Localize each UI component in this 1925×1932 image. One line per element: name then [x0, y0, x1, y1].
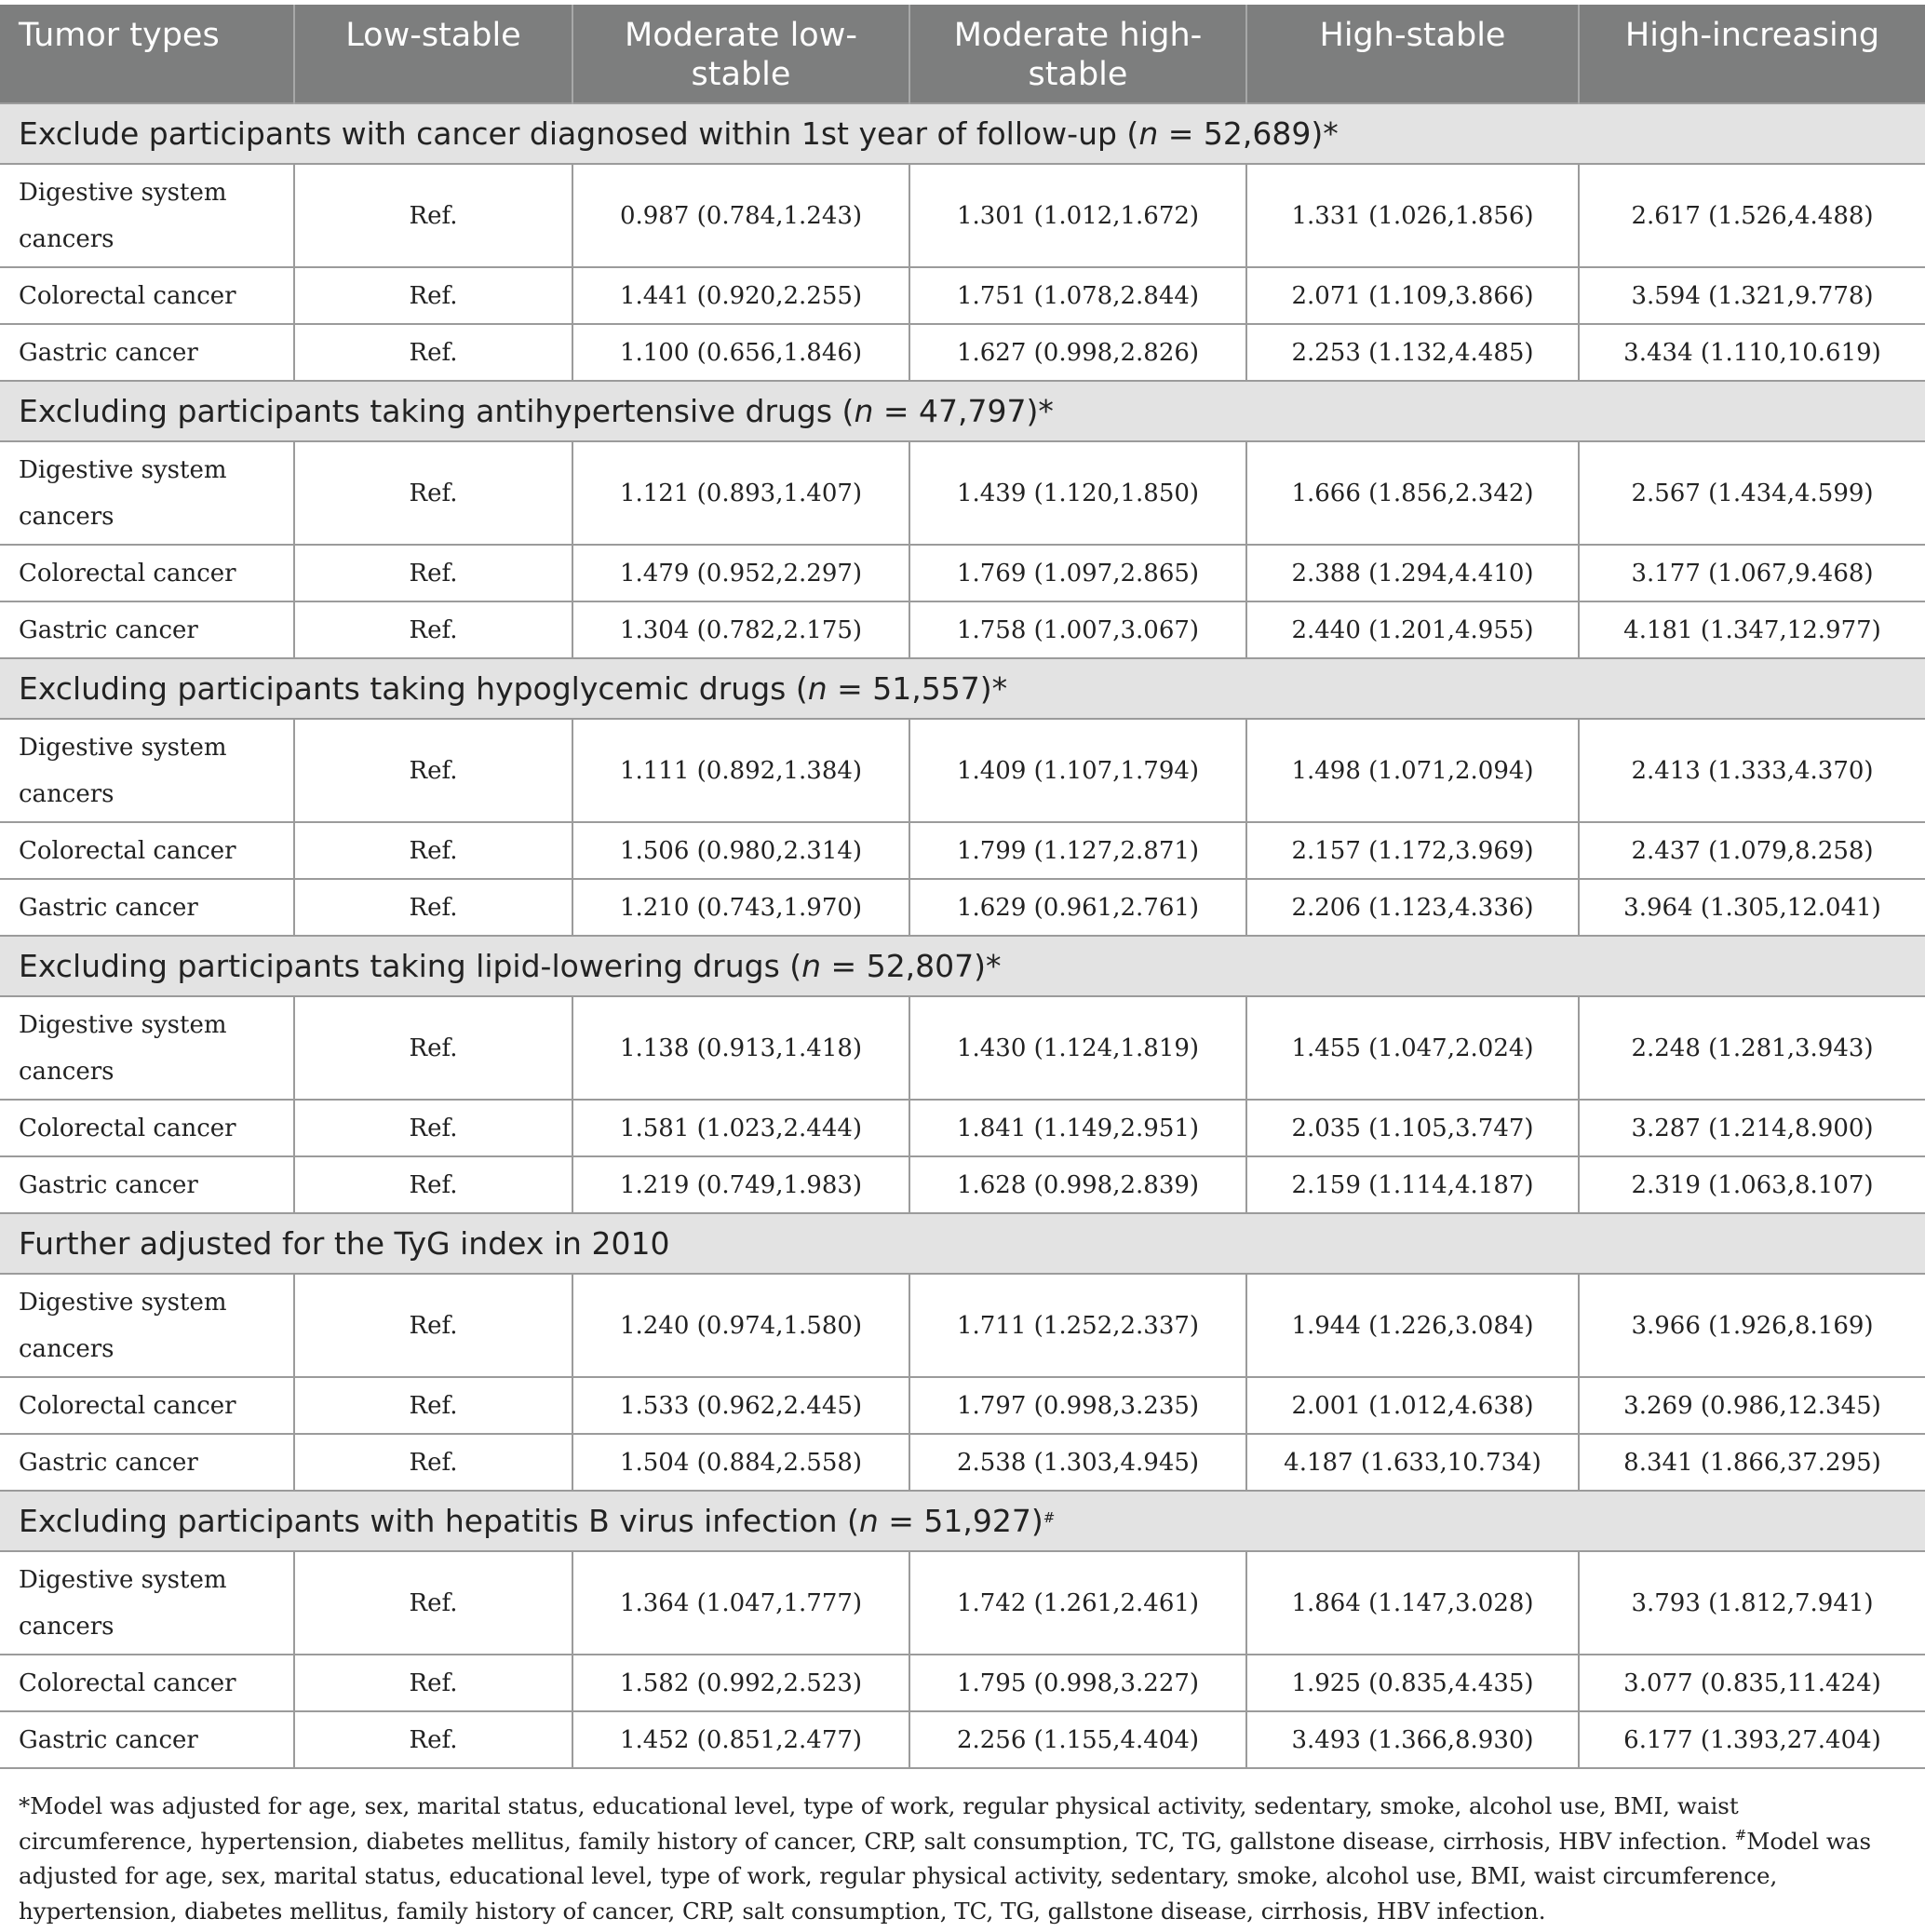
tumor-type-cell: Colorectal cancer — [0, 267, 294, 324]
section-header-row — [0, 1491, 1925, 1551]
hazard-ratio-cell: Ref. — [294, 1377, 572, 1434]
section-header-row — [0, 658, 1925, 719]
tumor-type-cell: Gastric cancer — [0, 324, 294, 381]
hazard-ratio-cell: 3.594 (1.321,9.778) — [1579, 267, 1925, 324]
tumor-type-cell: Gastric cancer — [0, 1434, 294, 1491]
hazard-ratio-cell: Ref. — [294, 1711, 572, 1768]
tumor-type-cell: Colorectal cancer — [0, 1100, 294, 1156]
section-title-pre: Excluding participants taking hypoglycemic drugs ( — [19, 670, 808, 707]
hazard-ratio-cell: 1.533 (0.962,2.445) — [572, 1377, 909, 1434]
hazard-ratio-cell: 1.121 (0.893,1.407) — [572, 441, 909, 545]
hazard-ratio-cell: 2.035 (1.105,3.747) — [1246, 1100, 1579, 1156]
table-body — [0, 103, 1925, 1768]
tumor-type-cell: Gastric cancer — [0, 1156, 294, 1213]
hazard-ratio-cell: 1.301 (1.012,1.672) — [909, 164, 1246, 267]
hazard-ratio-cell: 1.479 (0.952,2.297) — [572, 545, 909, 601]
hazard-ratio-cell: 6.177 (1.393,27.404) — [1579, 1711, 1925, 1768]
hazard-ratio-cell: 1.797 (0.998,3.235) — [909, 1377, 1246, 1434]
hazard-ratio-cell: 1.628 (0.998,2.839) — [909, 1156, 1246, 1213]
hazard-ratio-cell: 8.341 (1.866,37.295) — [1579, 1434, 1925, 1491]
hazard-ratio-cell: 4.187 (1.633,10.734) — [1246, 1434, 1579, 1491]
hazard-ratio-cell: Ref. — [294, 879, 572, 936]
section-title-pre: Excluding participants taking antihypertensive drugs ( — [19, 393, 855, 429]
section-header-row — [0, 936, 1925, 996]
hazard-ratio-cell: 1.138 (0.913,1.418) — [572, 996, 909, 1100]
col-header-moderate-high-stable: Moderate high-stable — [909, 5, 1246, 103]
hazard-ratio-cell: Ref. — [294, 164, 572, 267]
section-title-n: n — [801, 948, 822, 984]
hazard-ratio-cell: 3.793 (1.812,7.941) — [1579, 1551, 1925, 1655]
hazard-ratio-cell: 3.493 (1.366,8.930) — [1246, 1711, 1579, 1768]
hazard-ratio-cell: 2.071 (1.109,3.866) — [1246, 267, 1579, 324]
tumor-type-cell: Digestive system cancers — [0, 1274, 294, 1377]
hazard-ratio-cell: 1.841 (1.149,2.951) — [909, 1100, 1246, 1156]
hazard-ratio-cell: 2.388 (1.294,4.410) — [1246, 545, 1579, 601]
hazard-ratio-cell: 1.581 (1.023,2.444) — [572, 1100, 909, 1156]
hazard-ratio-cell: 2.157 (1.172,3.969) — [1246, 822, 1579, 879]
hazard-ratio-cell: 1.452 (0.851,2.477) — [572, 1711, 909, 1768]
tumor-type-cell: Digestive system cancers — [0, 441, 294, 545]
hazard-ratio-cell: 2.567 (1.434,4.599) — [1579, 441, 1925, 545]
hazard-ratio-cell: 1.582 (0.992,2.523) — [572, 1655, 909, 1711]
tumor-type-cell: Digestive system cancers — [0, 996, 294, 1100]
section-title-pre: Excluding participants taking lipid-lowering drugs ( — [19, 948, 802, 984]
table-row-digestive-system-cancers — [0, 719, 1925, 822]
hazard-ratio-cell: 1.219 (0.749,1.983) — [572, 1156, 909, 1213]
tumor-type-cell: Gastric cancer — [0, 601, 294, 658]
hazard-ratio-cell: Ref. — [294, 1551, 572, 1655]
hazard-ratio-cell: Ref. — [294, 601, 572, 658]
table-row-colorectal-cancer — [0, 1655, 1925, 1711]
table-row-gastric-cancer — [0, 324, 1925, 381]
hazard-ratio-cell: Ref. — [294, 1100, 572, 1156]
hazard-ratio-cell: 3.287 (1.214,8.900) — [1579, 1100, 1925, 1156]
hazard-ratio-cell: 1.331 (1.026,1.856) — [1246, 164, 1579, 267]
hazard-ratio-cell: 1.506 (0.980,2.314) — [572, 822, 909, 879]
hazard-ratio-cell: 3.269 (0.986,12.345) — [1579, 1377, 1925, 1434]
table-row-gastric-cancer — [0, 1434, 1925, 1491]
table-row-gastric-cancer — [0, 879, 1925, 936]
tumor-type-cell: Digestive system cancers — [0, 719, 294, 822]
section-title — [0, 1491, 1925, 1551]
section-header-row — [0, 1213, 1925, 1274]
hazard-ratio-cell: 1.711 (1.252,2.337) — [909, 1274, 1246, 1377]
table-row-colorectal-cancer — [0, 1100, 1925, 1156]
hazard-ratio-cell: 1.627 (0.998,2.826) — [909, 324, 1246, 381]
hazard-ratio-cell: 1.439 (1.120,1.850) — [909, 441, 1246, 545]
hazard-ratio-cell: 3.964 (1.305,12.041) — [1579, 879, 1925, 936]
tumor-type-cell: Gastric cancer — [0, 1711, 294, 1768]
hazard-ratio-cell: 1.925 (0.835,4.435) — [1246, 1655, 1579, 1711]
hazard-ratio-cell: 1.409 (1.107,1.794) — [909, 719, 1246, 822]
section-title-pre: Excluding participants with hepatitis B virus infection ( — [19, 1503, 859, 1539]
sensitivity-analysis-table — [0, 5, 1925, 1769]
hazard-ratio-cell: Ref. — [294, 441, 572, 545]
tumor-type-cell: Colorectal cancer — [0, 1377, 294, 1434]
col-header-high-increasing: High-increasing — [1579, 5, 1925, 103]
section-title — [0, 1213, 1925, 1274]
hazard-ratio-cell: Ref. — [294, 1655, 572, 1711]
hazard-ratio-cell: 1.430 (1.124,1.819) — [909, 996, 1246, 1100]
hazard-ratio-cell: 1.751 (1.078,2.844) — [909, 267, 1246, 324]
hazard-ratio-cell: Ref. — [294, 267, 572, 324]
section-title-post: = 47,797)* — [873, 393, 1054, 429]
hazard-ratio-cell: 3.966 (1.926,8.169) — [1579, 1274, 1925, 1377]
hazard-ratio-cell: 0.987 (0.784,1.243) — [572, 164, 909, 267]
hazard-ratio-cell: 1.441 (0.920,2.255) — [572, 267, 909, 324]
col-header-moderate-low-stable: Moderate low-stable — [572, 5, 909, 103]
table-row-gastric-cancer — [0, 1156, 1925, 1213]
hazard-ratio-cell: 4.181 (1.347,12.977) — [1579, 601, 1925, 658]
hazard-ratio-cell: 3.434 (1.110,10.619) — [1579, 324, 1925, 381]
hazard-ratio-cell: 2.248 (1.281,3.943) — [1579, 996, 1925, 1100]
table-row-digestive-system-cancers — [0, 164, 1925, 267]
hazard-ratio-cell: 1.240 (0.974,1.580) — [572, 1274, 909, 1377]
hazard-ratio-cell: 2.159 (1.114,4.187) — [1246, 1156, 1579, 1213]
section-title-sup: # — [1043, 1509, 1056, 1526]
section-header-row — [0, 381, 1925, 441]
table-row-colorectal-cancer — [0, 545, 1925, 601]
section-title-post: = 52,689)* — [1158, 115, 1339, 152]
section-title — [0, 936, 1925, 996]
hazard-ratio-cell: 1.364 (1.047,1.777) — [572, 1551, 909, 1655]
section-title-post: = 51,557)* — [827, 670, 1008, 707]
table-row-colorectal-cancer — [0, 822, 1925, 879]
table-footnote — [19, 1789, 1908, 1928]
tumor-type-cell: Colorectal cancer — [0, 1655, 294, 1711]
hazard-ratio-cell: 1.769 (1.097,2.865) — [909, 545, 1246, 601]
tumor-type-cell: Digestive system cancers — [0, 1551, 294, 1655]
hazard-ratio-cell: 2.253 (1.132,4.485) — [1246, 324, 1579, 381]
hazard-ratio-cell: Ref. — [294, 545, 572, 601]
col-header-high-stable: High-stable — [1246, 5, 1579, 103]
hazard-ratio-cell: Ref. — [294, 822, 572, 879]
col-header-tumor-types: Tumor types — [0, 5, 294, 103]
hazard-ratio-cell: 1.504 (0.884,2.558) — [572, 1434, 909, 1491]
hazard-ratio-cell: 1.742 (1.261,2.461) — [909, 1551, 1246, 1655]
col-header-low-stable: Low-stable — [294, 5, 572, 103]
table-row-digestive-system-cancers — [0, 441, 1925, 545]
hazard-ratio-cell: Ref. — [294, 1274, 572, 1377]
section-title-pre: Exclude participants with cancer diagnosed within 1st year of follow-up ( — [19, 115, 1139, 152]
hazard-ratio-cell: 1.795 (0.998,3.227) — [909, 1655, 1246, 1711]
hazard-ratio-cell: Ref. — [294, 1434, 572, 1491]
table-row-digestive-system-cancers — [0, 996, 1925, 1100]
section-title-post: = 51,927) — [878, 1503, 1043, 1539]
hazard-ratio-cell: 3.077 (0.835,11.424) — [1579, 1655, 1925, 1711]
tumor-type-cell: Colorectal cancer — [0, 545, 294, 601]
table-row-colorectal-cancer — [0, 1377, 1925, 1434]
hazard-ratio-cell: 2.256 (1.155,4.404) — [909, 1711, 1246, 1768]
hazard-ratio-cell: 2.206 (1.123,4.336) — [1246, 879, 1579, 936]
hazard-ratio-cell: 1.666 (1.856,2.342) — [1246, 441, 1579, 545]
footnote-hash-text: Model was adjusted for age, sex, marital status, educational level, type of work, regular physical activity, sedentary, smoke, alcohol use, BMI, waist circumference, hypertension, diabetes mellitus, family history of cancer, CRP, salt consumption, TC, TG, gallstone disease, cirrhosis, HBV infection. — [19, 1827, 1872, 1925]
hazard-ratio-cell: 2.319 (1.063,8.107) — [1579, 1156, 1925, 1213]
hazard-ratio-cell: 3.177 (1.067,9.468) — [1579, 545, 1925, 601]
section-title — [0, 658, 1925, 719]
section-title — [0, 381, 1925, 441]
section-title-n: n — [858, 1503, 879, 1539]
footnote-hash-mark: # — [1734, 1826, 1747, 1844]
hazard-ratio-cell: 1.455 (1.047,2.024) — [1246, 996, 1579, 1100]
hazard-ratio-cell: 1.210 (0.743,1.970) — [572, 879, 909, 936]
section-title-post: = 52,807)* — [821, 948, 1002, 984]
hazard-ratio-cell: 1.864 (1.147,3.028) — [1246, 1551, 1579, 1655]
table-row-gastric-cancer — [0, 601, 1925, 658]
hazard-ratio-cell: Ref. — [294, 996, 572, 1100]
tumor-type-cell: Digestive system cancers — [0, 164, 294, 267]
section-title-pre: Further adjusted for the TyG index in 2010 — [19, 1225, 670, 1262]
hazard-ratio-cell: 2.001 (1.012,4.638) — [1246, 1377, 1579, 1434]
table-row-digestive-system-cancers — [0, 1551, 1925, 1655]
hazard-ratio-cell: 1.799 (1.127,2.871) — [909, 822, 1246, 879]
hazard-ratio-cell: 1.758 (1.007,3.067) — [909, 601, 1246, 658]
table-row-gastric-cancer — [0, 1711, 1925, 1768]
hazard-ratio-cell: 1.111 (0.892,1.384) — [572, 719, 909, 822]
hazard-ratio-cell: Ref. — [294, 324, 572, 381]
section-title-n: n — [1138, 115, 1159, 152]
hazard-ratio-cell: 1.304 (0.782,2.175) — [572, 601, 909, 658]
tumor-type-cell: Gastric cancer — [0, 879, 294, 936]
hazard-ratio-cell: Ref. — [294, 1156, 572, 1213]
section-header-row — [0, 103, 1925, 164]
hazard-ratio-cell: 1.498 (1.071,2.094) — [1246, 719, 1579, 822]
section-title — [0, 103, 1925, 164]
table-row-colorectal-cancer — [0, 267, 1925, 324]
hazard-ratio-cell: 2.538 (1.303,4.945) — [909, 1434, 1246, 1491]
footnote-star-text: *Model was adjusted for age, sex, marital status, educational level, type of work, regular physical activity, sedentary, smoke, alcohol use, BMI, waist circumference, hypertension, diabetes mellitus, family history of cancer, CRP, salt consumption, TC, TG, gallstone disease, cirrhosis, HBV infection. — [19, 1792, 1739, 1855]
section-title-n: n — [807, 670, 828, 707]
tumor-type-cell: Colorectal cancer — [0, 822, 294, 879]
hazard-ratio-cell: 2.437 (1.079,8.258) — [1579, 822, 1925, 879]
table-row-digestive-system-cancers — [0, 1274, 1925, 1377]
header-row — [0, 5, 1925, 103]
hazard-ratio-cell: 1.944 (1.226,3.084) — [1246, 1274, 1579, 1377]
section-title-n: n — [854, 393, 874, 429]
hazard-ratio-cell: 1.629 (0.961,2.761) — [909, 879, 1246, 936]
hazard-ratio-cell: 1.100 (0.656,1.846) — [572, 324, 909, 381]
hazard-ratio-cell: 2.413 (1.333,4.370) — [1579, 719, 1925, 822]
hazard-ratio-cell: Ref. — [294, 719, 572, 822]
hazard-ratio-cell: 2.440 (1.201,4.955) — [1246, 601, 1579, 658]
hazard-ratio-cell: 2.617 (1.526,4.488) — [1579, 164, 1925, 267]
